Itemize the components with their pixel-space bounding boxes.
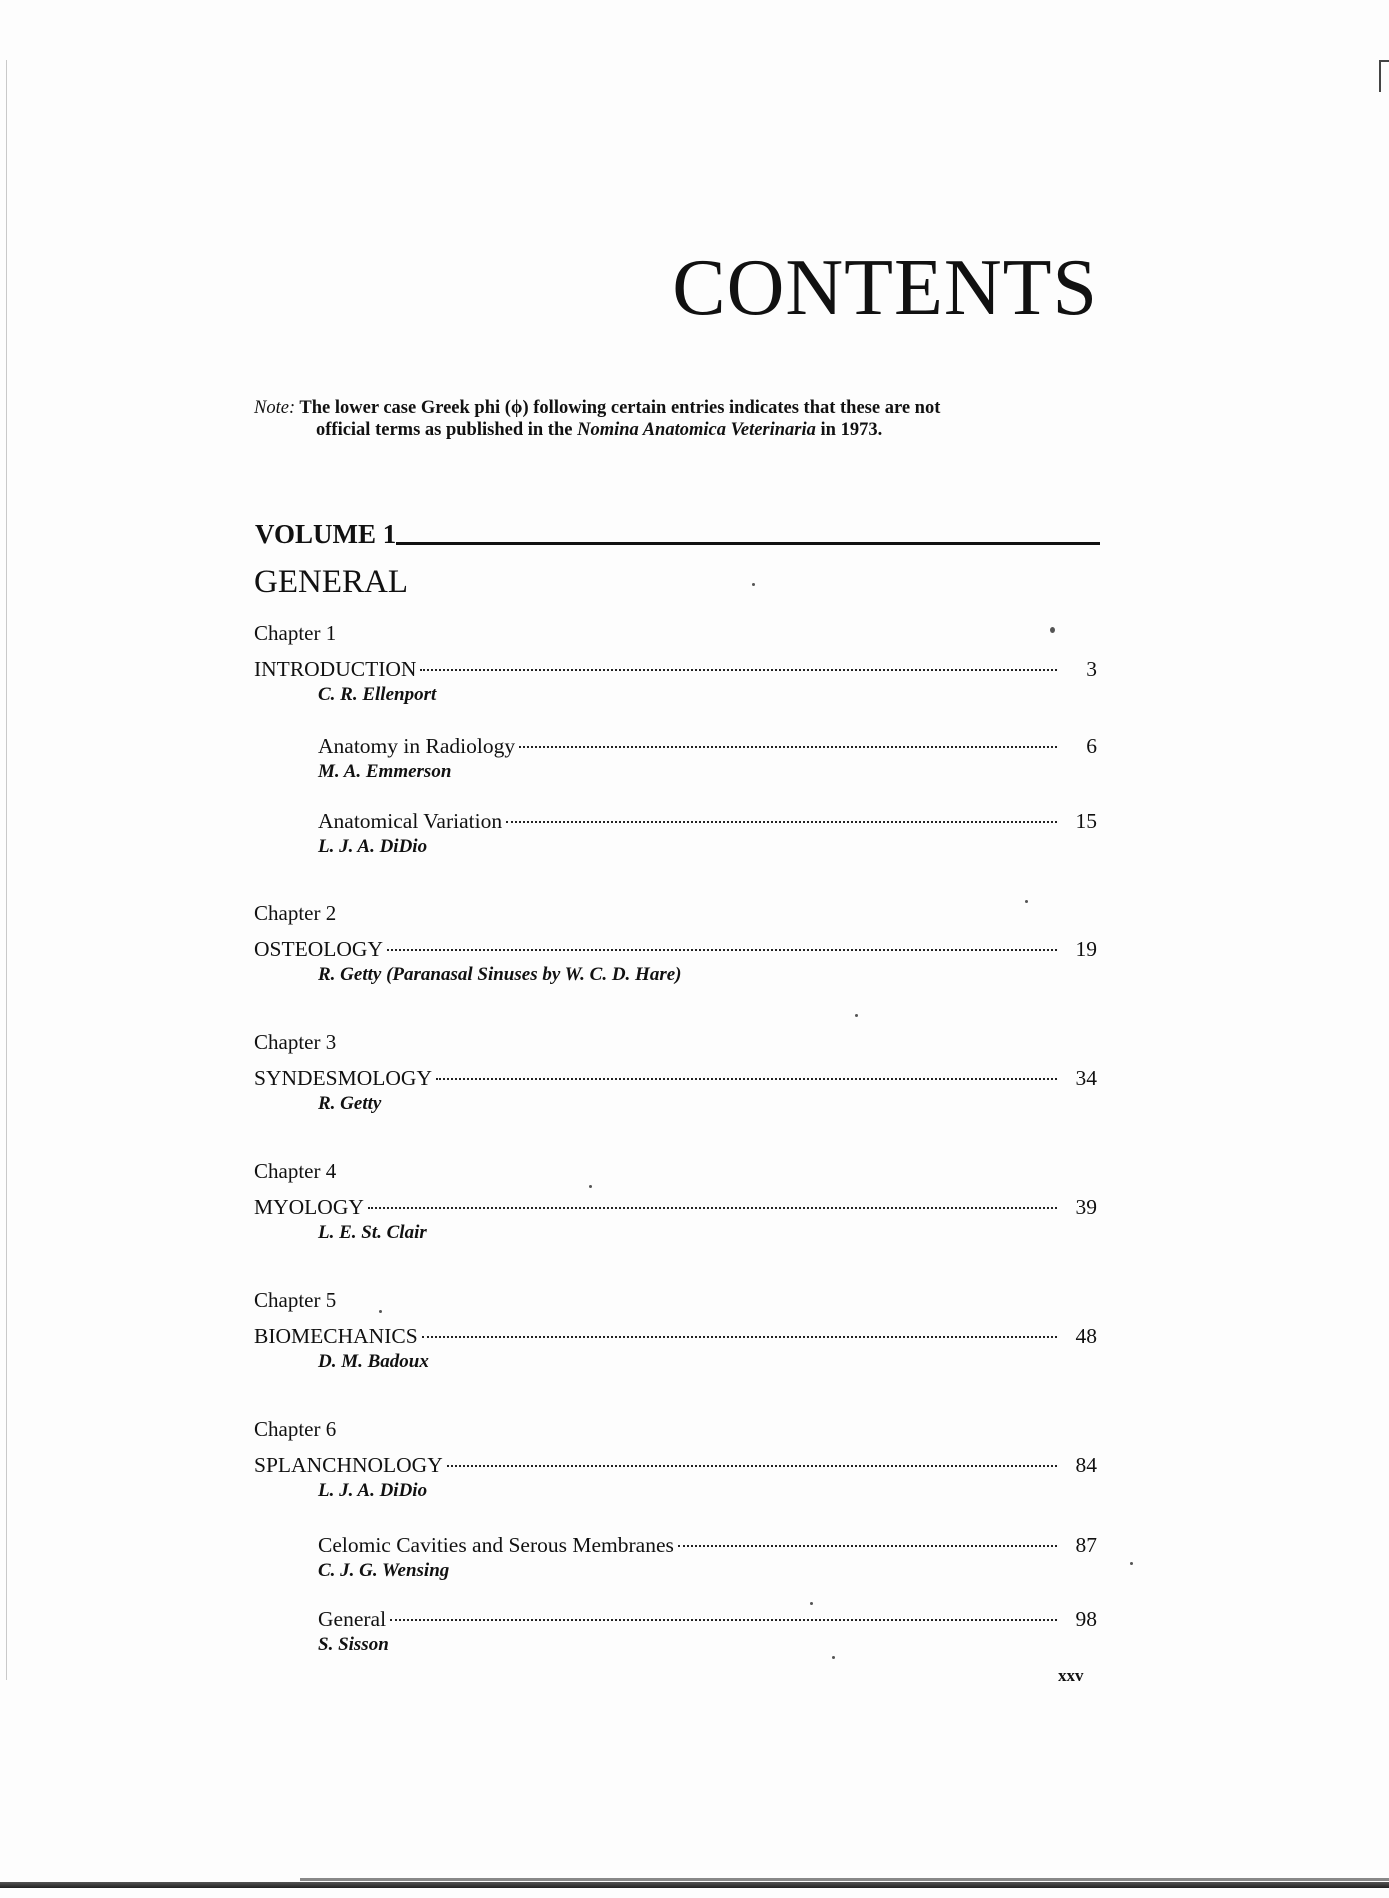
toc-entry[interactable]	[254, 620, 1097, 708]
volume-heading	[255, 512, 1100, 548]
entry-author: M. A. Emmerson	[318, 761, 452, 782]
scan-bottom-edge	[300, 1878, 1389, 1881]
toc-entry[interactable]	[254, 900, 1097, 988]
chapter-label: Chapter 6	[254, 1417, 337, 1441]
scan-speck	[1050, 627, 1055, 633]
entry-title: INTRODUCTION	[254, 657, 417, 681]
entry-author: R. Getty	[318, 1093, 382, 1114]
entry-author: L. J. A. DiDio	[318, 1480, 428, 1501]
entry-author: L. E. St. Clair	[318, 1222, 427, 1243]
entry-title: Anatomical Variation	[318, 809, 503, 833]
scan-speck	[832, 1656, 835, 1659]
entry-author: L. J. A. DiDio	[318, 836, 428, 857]
scan-speck	[1025, 900, 1028, 903]
entry-author: S. Sisson	[318, 1634, 389, 1655]
entry-title: SPLANCHNOLOGY	[254, 1453, 443, 1477]
toc-row	[318, 1606, 1097, 1632]
dot-leader	[447, 1465, 1057, 1467]
dot-leader	[387, 949, 1057, 951]
toc-subentry[interactable]	[318, 733, 1097, 785]
page-number: 19	[1075, 937, 1097, 961]
toc-subentry[interactable]	[318, 808, 1097, 860]
toc-subentry[interactable]	[318, 1532, 1097, 1584]
note-text-1: The lower case Greek phi (ϕ) following certain entries indicates that these are not	[299, 398, 941, 418]
entry-author: D. M. Badoux	[318, 1351, 429, 1372]
toc-row	[318, 1532, 1097, 1558]
dot-leader	[368, 1207, 1057, 1209]
toc-row	[254, 1323, 1097, 1349]
scan-corner-mark	[1379, 60, 1389, 92]
entry-title: OSTEOLOGY	[254, 937, 383, 961]
page-number: 48	[1075, 1324, 1097, 1348]
chapter-label: Chapter 5	[254, 1288, 337, 1312]
toc-entry[interactable]	[254, 1416, 1097, 1504]
dot-leader	[422, 1336, 1057, 1338]
dot-leader	[678, 1545, 1057, 1547]
note-line-1	[254, 397, 1104, 419]
toc-row	[318, 733, 1097, 759]
entry-title: General	[318, 1607, 387, 1631]
chapter-label: Chapter 2	[254, 901, 337, 925]
page-number: 34	[1075, 1066, 1097, 1090]
page-title: CONTENTS	[672, 244, 1098, 332]
scan-speck	[589, 1185, 592, 1188]
note-text-2b: in 1973.	[820, 420, 883, 440]
entry-title: Anatomy in Radiology	[318, 734, 516, 758]
entry-author: C. J. G. Wensing	[318, 1560, 450, 1581]
page-number: 84	[1075, 1453, 1097, 1477]
entry-title: BIOMECHANICS	[254, 1324, 418, 1348]
scan-speck	[379, 1310, 382, 1313]
entry-title: Celomic Cavities and Serous Membranes	[318, 1533, 674, 1557]
dot-leader	[519, 746, 1057, 748]
note-label: Note:	[254, 398, 296, 418]
scan-bottom-bar	[0, 1882, 1389, 1888]
entry-title: MYOLOGY	[254, 1195, 364, 1219]
toc-row	[318, 808, 1097, 834]
dot-leader	[420, 669, 1057, 671]
toc-entry[interactable]	[254, 1029, 1097, 1117]
page-number: 6	[1086, 734, 1097, 758]
page-number: 15	[1075, 809, 1097, 833]
note-text-2a: official terms as published in the	[316, 420, 573, 440]
toc-row	[254, 936, 1097, 962]
toc-entry[interactable]	[254, 1287, 1097, 1375]
page-number: 98	[1075, 1607, 1097, 1631]
note-line-2	[254, 419, 1104, 441]
dot-leader	[390, 1619, 1057, 1621]
entry-title: SYNDESMOLOGY	[254, 1066, 432, 1090]
scan-speck	[855, 1014, 858, 1017]
page-number: 87	[1075, 1533, 1097, 1557]
page-number: 3	[1086, 657, 1097, 681]
chapter-label: Chapter 1	[254, 621, 337, 645]
scan-speck	[810, 1602, 813, 1605]
page-folio: xxv	[1058, 1666, 1084, 1685]
chapter-label: Chapter 4	[254, 1159, 337, 1183]
entry-author: C. R. Ellenport	[318, 684, 437, 705]
chapter-label: Chapter 3	[254, 1030, 337, 1054]
page-number: 39	[1075, 1195, 1097, 1219]
dot-leader	[436, 1078, 1057, 1080]
toc-row	[254, 1452, 1097, 1478]
toc-entry[interactable]	[254, 1158, 1097, 1246]
toc-row	[254, 1194, 1097, 1220]
toc-subentry[interactable]	[318, 1606, 1097, 1658]
toc-row	[254, 656, 1097, 682]
toc-row	[254, 1065, 1097, 1091]
note	[254, 397, 1104, 441]
scan-speck	[752, 583, 755, 586]
page-left-edge	[6, 60, 7, 1680]
volume-label: VOLUME 1	[255, 519, 397, 549]
volume-rule	[396, 542, 1100, 545]
section-heading: GENERAL	[254, 564, 408, 600]
dot-leader	[506, 821, 1057, 823]
scan-speck	[1130, 1562, 1133, 1565]
entry-author: R. Getty (Paranasal Sinuses by W. C. D. Hare)	[318, 964, 682, 985]
note-text-2-italic: Nomina Anatomica Veterinaria	[577, 420, 816, 440]
